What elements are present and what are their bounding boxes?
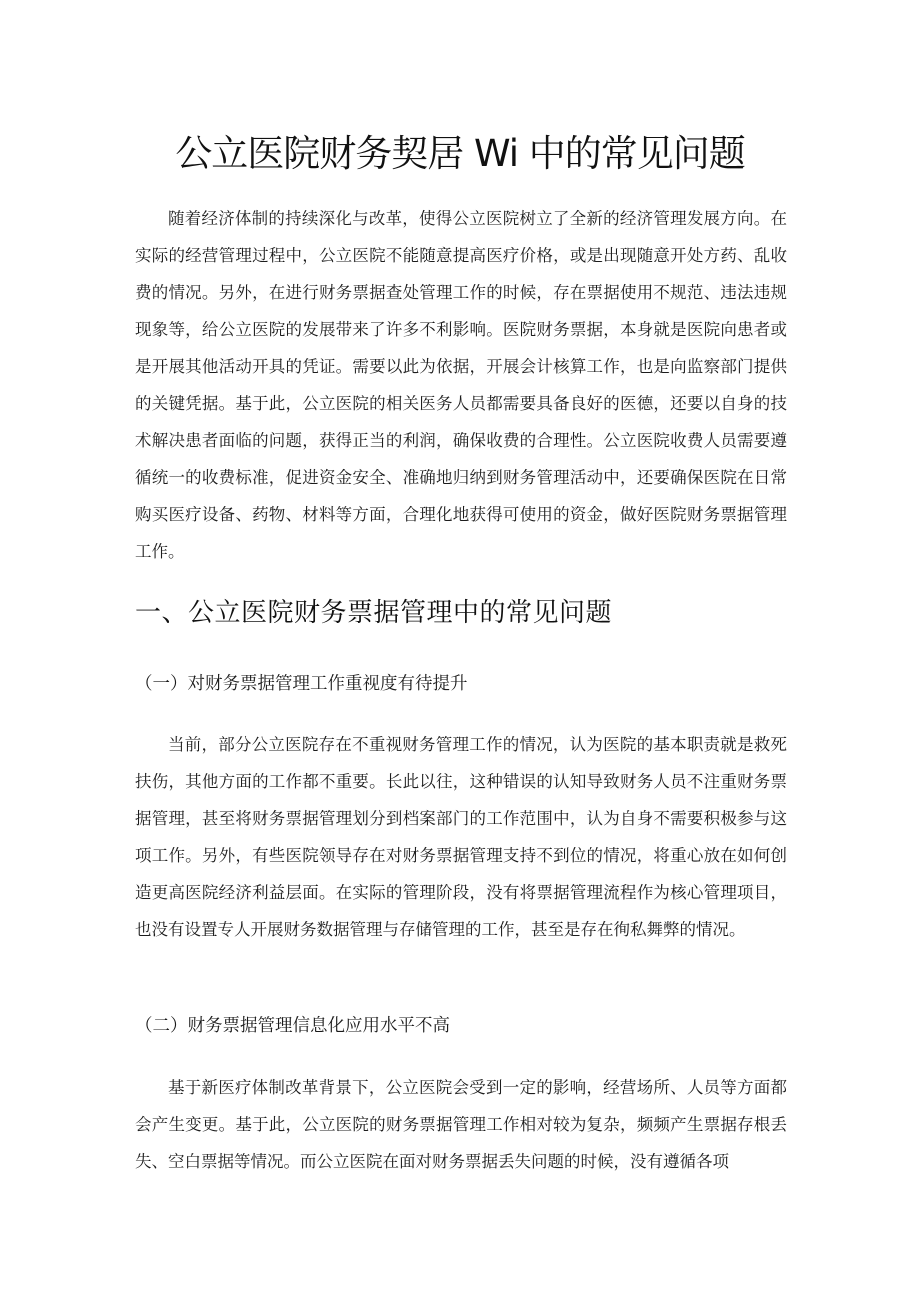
intro-paragraph: 随着经济体制的持续深化与改革，使得公立医院树立了全新的经济管理发展方向。在实际的经营管理过程中，公立医院不能随意提高医疗价格，或是出现随意开处方药、乱收费的情况。另外，在进行财务票据查处管理工作的时候，存在票据使用不规范、违法违规现象等，给公立医院的发展带来了许多不利影响。医院财务票据，本身就是医院向患者或是开展其他活动开具的凭证。需要以此为依据，开展会计核算工作，也是向监察部门提供的关键凭据。基于此，公立医院的相关医务人员都需要具备良好的医德，还要以自身的技术解决患者面临的问题，获得正当的利润，确保收费的合理性。公立医院收费人员需要遵循统一的收费标准，促进资金安全、准确地归纳到财务管理活动中，还要确保医院在日常购买医疗设备、药物、材料等方面，合理化地获得可使用的资金，做好医院财务票据管理工作。 xyxy=(135,209,787,561)
subsection-heading-2: （二）财务票据管理信息化应用水平不高 xyxy=(135,1016,450,1036)
subsection-heading-1: （一）对财务票据管理工作重视度有待提升 xyxy=(135,674,468,694)
section-heading-1: 一、公立医院财务票据管理中的常见问题 xyxy=(135,598,613,628)
subsection-2-paragraph: 基于新医疗体制改革背景下，公立医院会受到一定的影响，经营场所、人员等方面都会产生变更。基于此，公立医院的财务票据管理工作相对较为复杂，频频产生票据存根丢失、空白票据等情况。而公立医院在面对财务票据丢失问题的时候，没有遵循各项 xyxy=(135,1078,787,1171)
subsection-1-paragraph: 当前，部分公立医院存在不重视财务管理工作的情况，认为医院的基本职责就是救死扶伤，其他方面的工作都不重要。长此以往，这种错误的认知导致财务人员不注重财务票据管理，甚至将财务票据管理划分到档案部门的工作范围中，认为自身不需要积极参与这项工作。另外，有些医院领导存在对财务票据管理支持不到位的情况，将重心放在如何创造更高医院经济利益层面。在实际的管理阶段，没有将票据管理流程作为核心管理项目，也没有设置专人开展财务数据管理与存储管理的工作，甚至是存在徇私舞弊的情况。 xyxy=(135,735,787,939)
document-title: 公立医院财务契居 Wi 中的常见问题 xyxy=(175,132,745,175)
